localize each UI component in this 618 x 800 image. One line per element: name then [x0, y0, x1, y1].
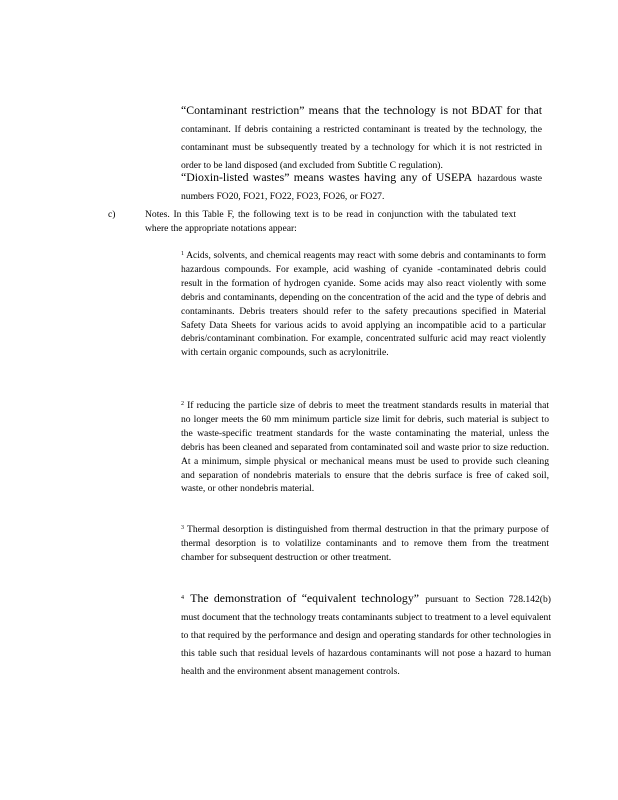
note-item	[181, 398, 549, 496]
definition-term: “Contaminant restriction” means that the technology is not BDAT for that	[181, 103, 542, 117]
note-lead: The demonstration of “equivalent technology”	[190, 591, 419, 605]
note-item	[181, 589, 551, 679]
definition-dioxin-listed-wastes	[181, 168, 542, 204]
notes-label: c)	[108, 209, 116, 220]
notes-intro: Notes. In this Table F, the following text is to be read in conjunction with the tabulated text where the appropriate notations appear:	[145, 209, 516, 234]
note-text: pursuant to Section 728.142(b) must document that the technology treats contaminants subject to treatment to a level equivalent to that required by the performance and design and operating standards for other technologies in this table such that residual levels of hazardous contaminants will not pose a hazard to human health and the environment absent management controls.	[181, 594, 551, 677]
note-text: Acids, solvents, and chemical reagents may react with some debris and contaminants to form hazardous compounds. For example, acid washing of cyanide -contaminated debris could result in the formation of hydrogen cyanide. Some acids may also react violently with some debris and contaminants, depending on the concentration of the acid and the type of debris and contaminants. Debris treaters should refer to the safety precautions specified in Material Safety Data Sheets for various acids to avoid applying an incompatible acid to a particular debris/contaminant combination. For example, concentrated sulfuric acid may react violently with certain organic compounds, such as acrylonitrile.	[181, 250, 546, 359]
note-number: 3	[181, 525, 184, 531]
note-number: 2	[181, 401, 184, 407]
note-number: 1	[181, 251, 184, 257]
note-item	[181, 248, 546, 360]
definition-term: “Dioxin-listed wastes” means wastes having any of USEPA	[181, 170, 473, 184]
note-number: 4	[181, 595, 184, 601]
definition-text: hazardous waste numbers FO20, FO21, FO22, FO23, FO26, or FO27.	[181, 173, 543, 202]
note-item	[181, 522, 549, 565]
definition-text: contaminant. If debris containing a restricted contaminant is treated by the technology, the contaminant must be subsequently treated by a technology for which it is not restricted in order to be land disposed (and excluded from Subtitle C regulation).	[181, 124, 542, 171]
note-text: If reducing the particle size of debris to meet the treatment standards results in material that no longer meets the 60 mm minimum particle size limit for debris, such material is subject to the waste-specific treatment standards for the waste contaminating the material, unless the debris has been cleaned and separated from contaminated soil and waste prior to size reduction. At a minimum, simple physical or mechanical means must be used to provide such cleaning and separation of nondebris materials to ensure that the debris surface is free of caked soil, waste, or other nondebris material.	[181, 400, 549, 495]
note-text: Thermal desorption is distinguished from thermal destruction in that the primary purpose of thermal desorption is to volatilize contaminants and to remove them from the treatment chamber for subsequent destruction or other treatment.	[181, 524, 549, 563]
definition-contaminant-restriction	[181, 101, 542, 173]
